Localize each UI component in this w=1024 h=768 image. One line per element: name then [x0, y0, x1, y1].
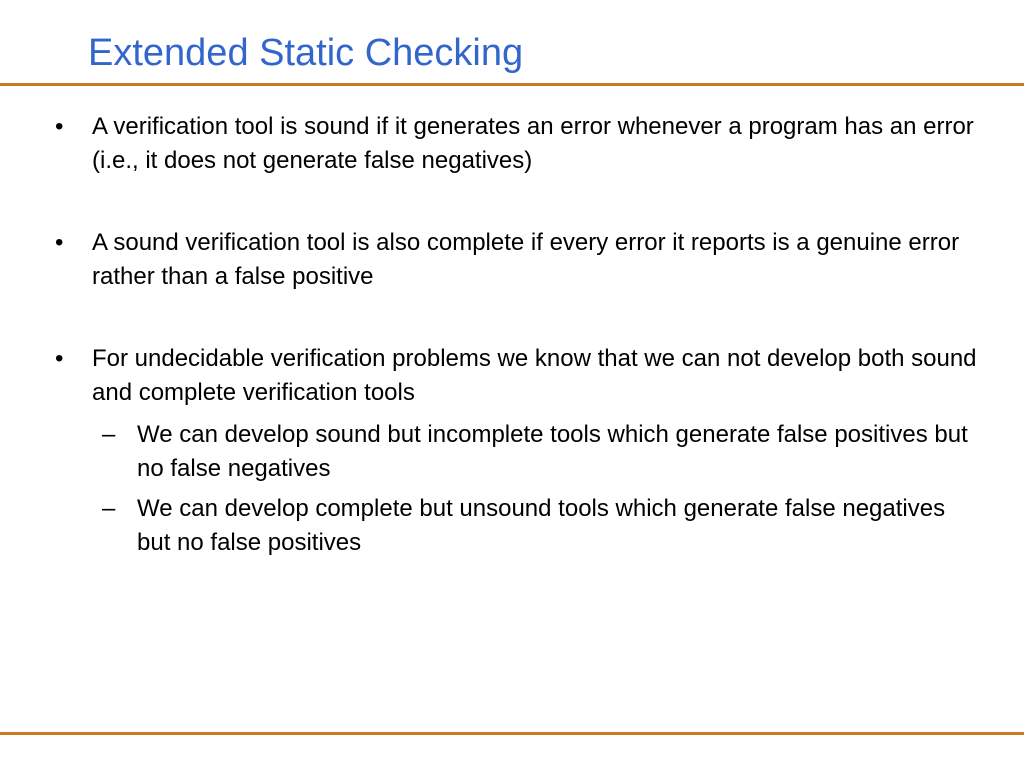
slide-title: Extended Static Checking — [88, 32, 524, 74]
sub-bullet-text: We can develop complete but unsound tools which generate false negatives but no false positives — [137, 495, 946, 556]
bullet-marker: • — [55, 229, 64, 256]
bullet-marker: • — [55, 345, 64, 372]
bullet-text: A sound verification tool is also complete if every error it reports is a genuine error rather than a false positive — [92, 229, 960, 290]
bullet-item — [55, 342, 985, 410]
sub-bullet-marker: – — [102, 495, 116, 522]
sub-bullet-text: We can develop sound but incomplete tools which generate false positives but no false negatives — [137, 421, 968, 482]
sub-bullet-item — [102, 418, 982, 486]
bullet-text: For undecidable verification problems we know that we can not develop both sound and complete verification tools — [92, 345, 977, 406]
sub-bullet-marker: – — [102, 421, 116, 448]
title-divider — [0, 83, 1024, 86]
sub-bullet-item — [102, 492, 982, 560]
footer-divider — [0, 732, 1024, 735]
bullet-item — [55, 226, 985, 294]
bullet-item — [55, 110, 985, 178]
bullet-text: A verification tool is sound if it generates an error whenever a program has an error (i.e., it does not generate false negatives) — [92, 113, 974, 174]
bullet-marker: • — [55, 113, 64, 140]
